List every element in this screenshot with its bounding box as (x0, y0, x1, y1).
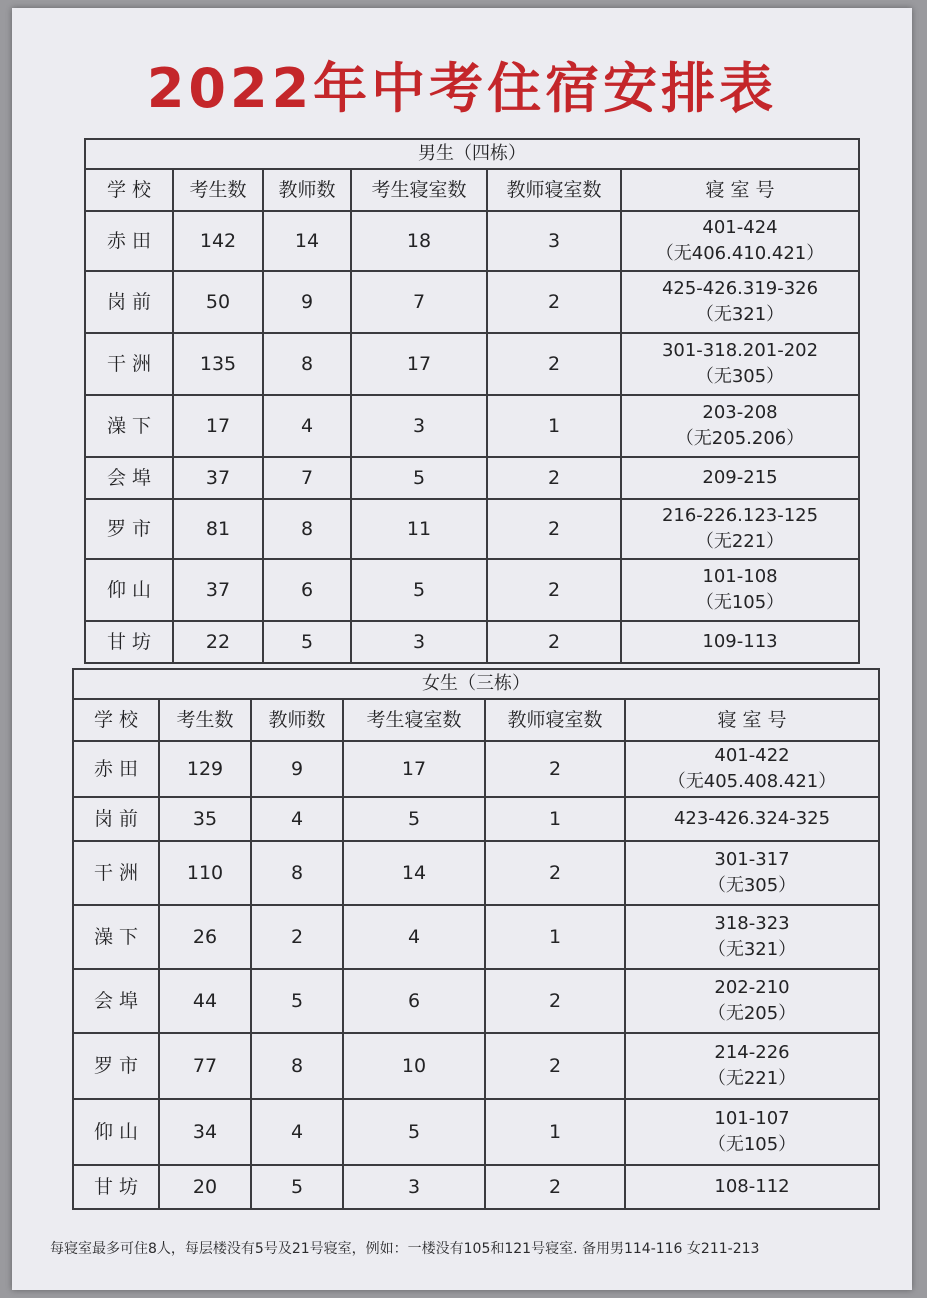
student-rooms-cell: 5 (343, 1099, 485, 1165)
student-rooms-cell: 17 (351, 333, 487, 395)
teacher-rooms-cell: 2 (487, 559, 621, 621)
school-cell: 干 洲 (73, 841, 159, 905)
students-cell: 110 (159, 841, 251, 905)
room-range: 318-323 (714, 913, 790, 934)
room-numbers-cell (625, 1099, 879, 1165)
teacher-rooms-cell: 2 (485, 1033, 625, 1099)
teachers-cell: 8 (263, 499, 351, 559)
students-cell: 34 (159, 1099, 251, 1165)
student-rooms-cell: 6 (343, 969, 485, 1033)
teachers-cell: 4 (263, 395, 351, 457)
school-cell: 会 埠 (73, 969, 159, 1033)
col-room-numbers: 寝 室 号 (621, 169, 859, 211)
room-numbers-cell (621, 499, 859, 559)
teacher-rooms-cell: 2 (487, 457, 621, 499)
room-exclusions: （无321） (707, 939, 797, 960)
room-numbers-cell (625, 1165, 879, 1209)
col-teachers: 教师数 (263, 169, 351, 211)
room-range: 101-107 (714, 1108, 790, 1129)
table-row (73, 905, 879, 969)
school-cell: 甘 坊 (73, 1165, 159, 1209)
room-range: 401-422 (714, 745, 790, 766)
student-rooms-cell: 4 (343, 905, 485, 969)
col-teacher-rooms: 教师寝室数 (487, 169, 621, 211)
students-cell: 129 (159, 741, 251, 797)
teachers-cell: 4 (251, 797, 343, 841)
teacher-rooms-cell: 1 (485, 905, 625, 969)
school-cell: 仰 山 (85, 559, 173, 621)
page-title: 2022年中考住宿安排表 (146, 57, 778, 120)
table-row (85, 333, 859, 395)
room-range: 216-226.123-125 (661, 505, 819, 526)
teachers-cell: 5 (263, 621, 351, 663)
students-cell: 37 (173, 559, 263, 621)
students-cell: 35 (159, 797, 251, 841)
table-row (85, 621, 859, 663)
male-table (84, 138, 860, 664)
student-rooms-cell: 3 (343, 1165, 485, 1209)
room-range: 203-208 (702, 402, 778, 423)
room-range: 214-226 (714, 1042, 790, 1063)
room-exclusions: （无105） (707, 1134, 797, 1155)
table-row (85, 211, 859, 271)
room-exclusions: （无205.206） (675, 428, 805, 449)
student-rooms-cell: 5 (343, 797, 485, 841)
teachers-cell: 8 (251, 1033, 343, 1099)
students-cell: 135 (173, 333, 263, 395)
room-exclusions: （无205） (707, 1003, 797, 1024)
room-numbers-cell (625, 1033, 879, 1099)
room-exclusions: （无405.408.421） (667, 771, 837, 792)
male-header-row (85, 169, 859, 211)
col-teachers: 教师数 (251, 699, 343, 741)
room-numbers-cell (625, 905, 879, 969)
room-range: 202-210 (714, 977, 790, 998)
teachers-cell: 4 (251, 1099, 343, 1165)
table-row (85, 457, 859, 499)
female-header-row (73, 699, 879, 741)
room-exclusions: （无321） (695, 304, 785, 325)
col-student-rooms: 考生寝室数 (343, 699, 485, 741)
school-cell: 赤 田 (73, 741, 159, 797)
room-range: 401-424 (702, 217, 778, 238)
teacher-rooms-cell: 2 (487, 621, 621, 663)
room-exclusions: （无221） (707, 1068, 797, 1089)
room-numbers-cell (621, 333, 859, 395)
male-table-body (85, 211, 859, 663)
room-numbers-cell (621, 271, 859, 333)
female-section-heading: 女生（三栋） (73, 669, 879, 699)
col-teacher-rooms: 教师寝室数 (485, 699, 625, 741)
school-cell: 澡 下 (85, 395, 173, 457)
room-numbers-cell (625, 741, 879, 797)
room-numbers-cell (621, 621, 859, 663)
room-range: 109-113 (702, 631, 778, 652)
table-row (73, 969, 879, 1033)
teacher-rooms-cell: 2 (487, 333, 621, 395)
school-cell: 干 洲 (85, 333, 173, 395)
teachers-cell: 8 (263, 333, 351, 395)
room-numbers-cell (621, 211, 859, 271)
school-cell: 罗 市 (73, 1033, 159, 1099)
student-rooms-cell: 3 (351, 395, 487, 457)
students-cell: 44 (159, 969, 251, 1033)
student-rooms-cell: 3 (351, 621, 487, 663)
room-range: 423-426.324-325 (673, 808, 831, 829)
room-range: 301-318.201-202 (661, 340, 819, 361)
room-numbers-cell (621, 559, 859, 621)
teachers-cell: 14 (263, 211, 351, 271)
students-cell: 22 (173, 621, 263, 663)
notice-paper (12, 8, 912, 1290)
school-cell: 甘 坊 (85, 621, 173, 663)
room-exclusions: （无105） (695, 592, 785, 613)
student-rooms-cell: 5 (351, 559, 487, 621)
teachers-cell: 6 (263, 559, 351, 621)
student-rooms-cell: 14 (343, 841, 485, 905)
teachers-cell: 9 (263, 271, 351, 333)
students-cell: 77 (159, 1033, 251, 1099)
teacher-rooms-cell: 2 (487, 499, 621, 559)
female-table (72, 668, 880, 1210)
student-rooms-cell: 7 (351, 271, 487, 333)
room-range: 301-317 (714, 849, 790, 870)
table-row (73, 1099, 879, 1165)
teachers-cell: 8 (251, 841, 343, 905)
room-range: 108-112 (714, 1176, 790, 1197)
teachers-cell: 2 (251, 905, 343, 969)
room-exclusions: （无305） (695, 366, 785, 387)
room-numbers-cell (625, 797, 879, 841)
room-numbers-cell (621, 457, 859, 499)
students-cell: 81 (173, 499, 263, 559)
student-rooms-cell: 5 (351, 457, 487, 499)
school-cell: 澡 下 (73, 905, 159, 969)
teacher-rooms-cell: 2 (485, 741, 625, 797)
student-rooms-cell: 10 (343, 1033, 485, 1099)
school-cell: 岗 前 (85, 271, 173, 333)
room-numbers-cell (625, 969, 879, 1033)
female-table-body (73, 741, 879, 1209)
table-row (85, 395, 859, 457)
school-cell: 罗 市 (85, 499, 173, 559)
room-exclusions: （无221） (695, 531, 785, 552)
student-rooms-cell: 11 (351, 499, 487, 559)
teacher-rooms-cell: 2 (485, 969, 625, 1033)
students-cell: 26 (159, 905, 251, 969)
student-rooms-cell: 17 (343, 741, 485, 797)
students-cell: 50 (173, 271, 263, 333)
teacher-rooms-cell: 1 (485, 797, 625, 841)
room-numbers-cell (625, 841, 879, 905)
table-row (85, 559, 859, 621)
teacher-rooms-cell: 3 (487, 211, 621, 271)
school-cell: 赤 田 (85, 211, 173, 271)
teachers-cell: 5 (251, 1165, 343, 1209)
students-cell: 142 (173, 211, 263, 271)
table-row (73, 841, 879, 905)
room-range: 425-426.319-326 (661, 278, 819, 299)
table-row (85, 271, 859, 333)
room-numbers-cell (621, 395, 859, 457)
col-school: 学 校 (73, 699, 159, 741)
room-range: 209-215 (702, 467, 778, 488)
teachers-cell: 7 (263, 457, 351, 499)
col-students: 考生数 (173, 169, 263, 211)
teacher-rooms-cell: 1 (485, 1099, 625, 1165)
teacher-rooms-cell: 2 (485, 841, 625, 905)
room-exclusions: （无305） (707, 875, 797, 896)
teacher-rooms-cell: 1 (487, 395, 621, 457)
table-row (73, 1033, 879, 1099)
room-range: 101-108 (702, 566, 778, 587)
table-row (73, 797, 879, 841)
room-exclusions: （无406.410.421） (655, 243, 825, 264)
students-cell: 20 (159, 1165, 251, 1209)
students-cell: 17 (173, 395, 263, 457)
col-school: 学 校 (85, 169, 173, 211)
teacher-rooms-cell: 2 (485, 1165, 625, 1209)
teacher-rooms-cell: 2 (487, 271, 621, 333)
school-cell: 仰 山 (73, 1099, 159, 1165)
table-row (73, 1165, 879, 1209)
male-section-heading: 男生（四栋） (85, 139, 859, 169)
students-cell: 37 (173, 457, 263, 499)
teachers-cell: 5 (251, 969, 343, 1033)
student-rooms-cell: 18 (351, 211, 487, 271)
table-row (73, 741, 879, 797)
col-students: 考生数 (159, 699, 251, 741)
school-cell: 会 埠 (85, 457, 173, 499)
col-student-rooms: 考生寝室数 (351, 169, 487, 211)
table-row (85, 499, 859, 559)
col-room-numbers: 寝 室 号 (625, 699, 879, 741)
school-cell: 岗 前 (73, 797, 159, 841)
teachers-cell: 9 (251, 741, 343, 797)
footnote: 每寝室最多可住8人，每层楼没有5号及21号寝室，例如：一楼没有105和121号寝室. 备用男114-116 女211-213 (50, 1241, 760, 1257)
